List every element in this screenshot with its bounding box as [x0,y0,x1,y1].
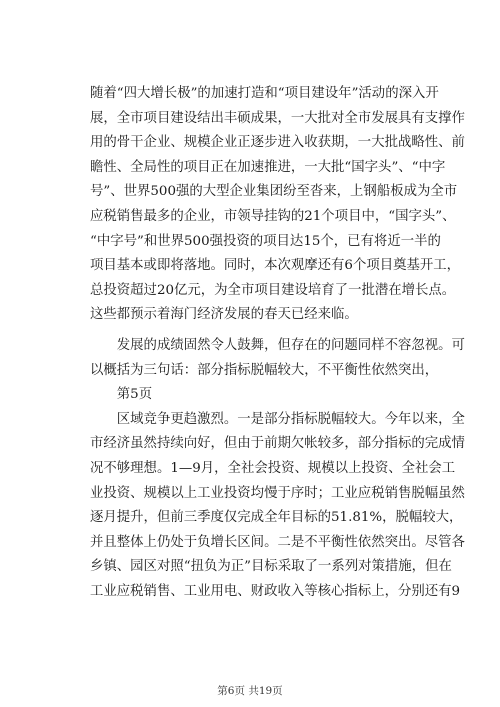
text-line: 区域竞争更趋激烈。一是部分指标脱幅较大。今年以来，全 [90,411,465,427]
paragraph-regional-competition [90,408,465,605]
text-line: “中字号”和世界500强投资的项目达15个，已有将近一半的 [90,233,441,249]
text-line: 工业应税销售、工业用电、财政收入等核心指标上，分别还有9 [90,583,461,599]
paragraph-page-marker [90,383,422,408]
text-line: 号”、世界500强的大型企业集团纷至沓来，上钢船板成为全市 [90,184,458,200]
text-line: 项目基本或即将落地。同时，本次观摩还有6个项目奠基开工， [90,258,461,274]
inline-page-marker: 第5页 [90,387,153,403]
page-number: 第6页 共19页 [217,685,283,697]
text-line: 乡镇、园区对照“扭负为正”目标采取了一系列对策措施，但在 [90,559,452,575]
text-line: 这些都预示着海门经济发展的春天已经来临。 [90,307,358,323]
text-line: 况不够理想。1—9月，全社会投资、规模以上投资、全社会工 [90,460,456,476]
document-body [90,82,465,604]
text-line: 以概括为三句话：部分指标脱幅较大，不平衡性依然突出， [90,362,439,378]
text-line: 并且整体上仍处于负增长区间。二是不平衡性依然突出。尽管各 [90,534,465,550]
text-line: 业投资、规模以上工业投资均慢于序时；工业应税销售脱幅虽然 [90,485,465,501]
text-line: 总投资超过20亿元，为全市项目建设培育了一批潜在增长点。 [90,282,456,298]
text-line: 应税销售最多的企业，市领导挂钩的21个项目中，“国字头”、 [90,208,456,224]
paragraph-problems-intro [90,334,465,383]
text-line: 逐月提升，但前三季度仅完成全年目标的51.81%，脱幅较大， [90,510,463,526]
paragraph-project-achievements [90,82,465,328]
text-line: 随着“四大增长极”的加速打造和“项目建设年”活动的深入开 [90,86,439,101]
text-line: 瞻性、全局性的项目正在加速推进，一大批“国字头”、“中字 [90,159,446,175]
text-line: 市经济虽然持续向好，但由于前期欠帐较多，部分指标的完成情 [90,436,465,452]
text-line: 用的骨干企业、规模企业正逐步进入收获期，一大批战略性、前 [90,135,465,151]
page-footer [0,683,500,698]
text-line: 发展的成绩固然令人鼓舞，但存在的问题同样不容忽视。可 [90,337,465,353]
text-line: 展，全市项目建设结出丰硕成果，一大批对全市发展具有支撑作 [90,110,465,126]
